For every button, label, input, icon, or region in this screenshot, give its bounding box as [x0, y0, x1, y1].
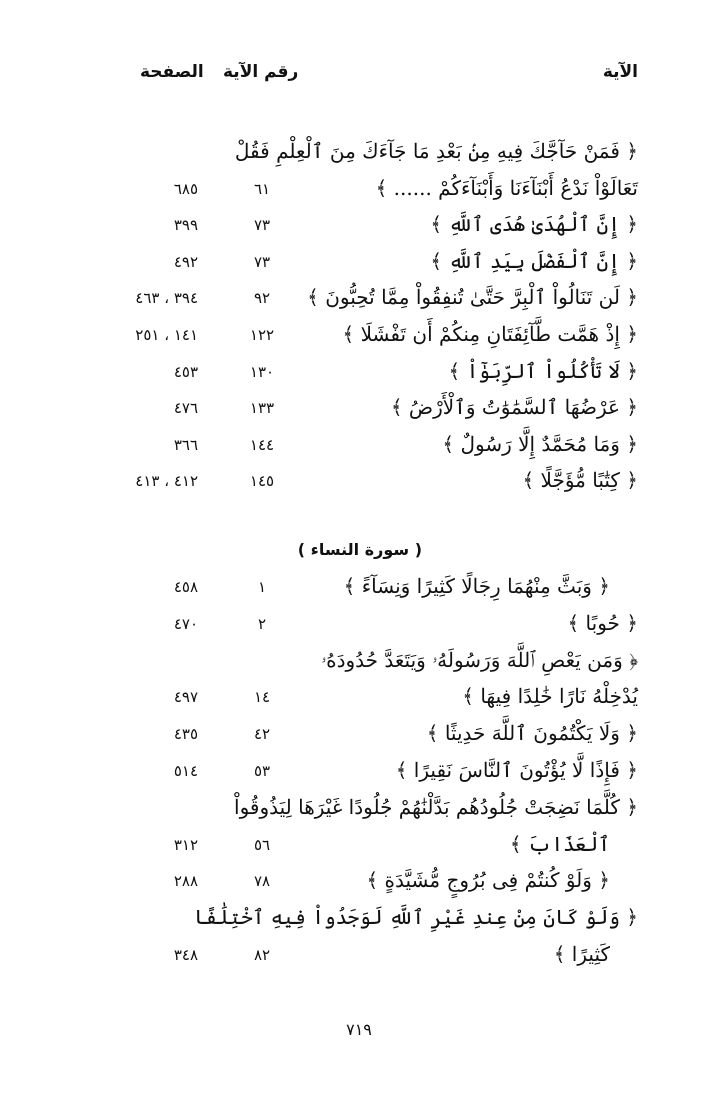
verse-text: يُدْخِلْهُ نَارًا خَٰلِدًا فِيهَا ﴾ [462, 684, 638, 709]
page-reference: ٤١٢ ، ٤١٣ [135, 472, 198, 491]
verse-text: ﴿ وَمَا مُحَمَّدٌ إِلَّا رَسُولٌ ﴾ [442, 431, 638, 456]
verse-number: ١٣٠ [249, 362, 275, 381]
page-reference: ٣٩٤ ، ٤٦٣ [135, 289, 198, 308]
verse-text: ﴿ إِذْ هَمَّت طَّآئِفَتَانِ مِنكُمْ أَن تَفْشَلَا ﴾ [342, 322, 638, 346]
verse-text: ﴿ كِتَٰبًا مُّؤَجَّلًا ﴾ [522, 468, 638, 493]
page-reference: ٥١٤ [173, 762, 198, 780]
index-row [0, 319, 718, 353]
page-reference: ٢٨٨ [173, 872, 198, 891]
index-row [0, 209, 718, 243]
verse-text: ﴿ فَإِذًا لَّا يُؤْتُونَ ٱلنَّاسَ نَقِيرًا ﴾ [395, 758, 638, 782]
index-row [0, 681, 718, 715]
index-row [0, 902, 718, 936]
verse-number: ١٤ [253, 688, 271, 707]
verse-text: ﴿ وَلَا يَكْتُمُونَ ٱللَّهَ حَدِيثًا ﴾ [426, 721, 638, 746]
index-row [0, 282, 718, 316]
index-row [0, 571, 718, 605]
page-reference: ١٤١ ، ٢٥١ [135, 326, 198, 344]
verse-text: ﴿ حُوبًا ﴾ [567, 610, 638, 635]
verse-text: ﴿ إِنَّ ٱلْهُدَىٰ هُدَى ٱللَّهِ ﴾ [430, 212, 638, 237]
index-row [0, 608, 718, 642]
verse-text: ﴿ وَمَن يَعْصِ ٱللَّهَ وَرَسُولَهُۥ وَيَتَعَدَّ حُدُودَهُۥ [321, 647, 638, 672]
page-reference: ٤٩٧ [173, 688, 198, 707]
page-reference: ٤٥٨ [173, 578, 198, 596]
index-row [0, 755, 718, 789]
verse-text: ٱلْعَذَابَ ﴾ [509, 831, 610, 856]
verse-text: ﴿ لَا تَأْكُلُواْ ٱلرِّبَوٰٓاْ ﴾ [448, 358, 638, 383]
index-row [0, 173, 718, 207]
verse-text: ﴿ إِنَّ ٱلْفَضْلَ بِيَدِ ٱللَّهِ ﴾ [430, 248, 638, 273]
page-reference: ٣١٢ [173, 835, 198, 854]
verse-number: ٨٢ [253, 946, 271, 964]
index-row [0, 645, 718, 679]
page-reference: ٣٤٨ [173, 946, 198, 964]
verse-text: تَعَالَوْاْ نَدْعُ أَبْنَآءَنَا وَأَبْنَآءَكُمْ ...... ﴾ [375, 175, 638, 200]
verse-number: ١٤٤ [249, 435, 275, 454]
verse-number: ١٢٢ [249, 326, 275, 344]
verse-number: ٧٨ [253, 872, 271, 891]
verse-number: ٥٣ [253, 762, 271, 780]
page-reference: ٤٣٥ [173, 725, 198, 744]
verse-number: ٥٦ [253, 835, 271, 854]
page-reference: ٤٧٠ [173, 614, 198, 633]
verse-text: ﴿ وَلَوْ كَانَ مِنْ عِندِ غَيْرِ ٱللَّهِ لَوَجَدُواْ فِيهِ ٱخْتِلَٰفًا [194, 905, 638, 930]
page-number: ٧١٩ [346, 1020, 372, 1039]
surah-title: ( سورة النساء ) [297, 540, 422, 559]
verse-number: ٧٣ [253, 252, 271, 271]
index-row [0, 792, 718, 826]
verse-column-header: الآية [602, 62, 638, 82]
index-row [0, 865, 718, 899]
index-row [0, 465, 718, 499]
verse-number-column-header: رقم الآية [223, 62, 299, 82]
verse-text: ﴿ كُلَّمَا نَضِجَتْ جُلُودُهُم بَدَّلْنَٰهُمْ جُلُودًا غَيْرَهَا لِيَذُوقُواْ [234, 794, 638, 819]
index-row [0, 392, 718, 426]
verse-number: ٩٢ [253, 289, 271, 308]
verse-number: ٢ [257, 614, 267, 633]
index-row [0, 136, 718, 170]
verse-number: ٦١ [253, 179, 271, 198]
page-reference: ٣٦٦ [173, 435, 198, 454]
page-reference: ٣٩٩ [173, 216, 198, 235]
index-row [0, 718, 718, 752]
page-reference: ٤٩٢ [173, 252, 198, 271]
index-row [0, 356, 718, 390]
table-header [0, 62, 718, 94]
verse-text: ﴿ وَلَوْ كُنتُمْ فِى بُرُوجٍ مُّشَيَّدَةٍ ﴾ [366, 868, 610, 893]
page-reference: ٦٨٥ [173, 179, 198, 198]
verse-number: ١٤٥ [249, 472, 275, 491]
verse-text: ﴿ وَبَثَّ مِنْهُمَا رِجَالًا كَثِيرًا وَنِسَآءً ﴾ [343, 574, 610, 598]
verse-text: كَثِيرًا ﴾ [553, 942, 610, 966]
verse-text: ﴿ لَن تَنَالُواْ ٱلْبِرَّ حَتَّىٰ تُنفِقُواْ مِمَّا تُحِبُّونَ ﴾ [307, 285, 638, 310]
index-row [0, 939, 718, 973]
verse-text: ﴿ عَرْضُهَا ٱلسَّمَٰوَٰتُ وَٱلْأَرْضُ ﴾ [390, 395, 638, 420]
page-reference: ٤٧٦ [173, 399, 198, 418]
page-footer [0, 1020, 718, 1039]
page-column-header: الصفحة [140, 62, 204, 82]
verse-text: ﴿ فَمَنْ حَآجَّكَ فِيهِ مِنۢ بَعْدِ مَا جَآءَكَ مِنَ ٱلْعِلْمِ فَقُلْ [234, 139, 638, 163]
page-reference: ٤٥٣ [173, 362, 198, 381]
verse-number: ٤٢ [253, 725, 271, 744]
index-row [0, 246, 718, 280]
index-row [0, 829, 718, 863]
index-row [0, 429, 718, 463]
verse-number: ٧٣ [253, 216, 271, 235]
verse-number: ١ [257, 578, 267, 596]
verse-number: ١٣٣ [249, 399, 275, 418]
